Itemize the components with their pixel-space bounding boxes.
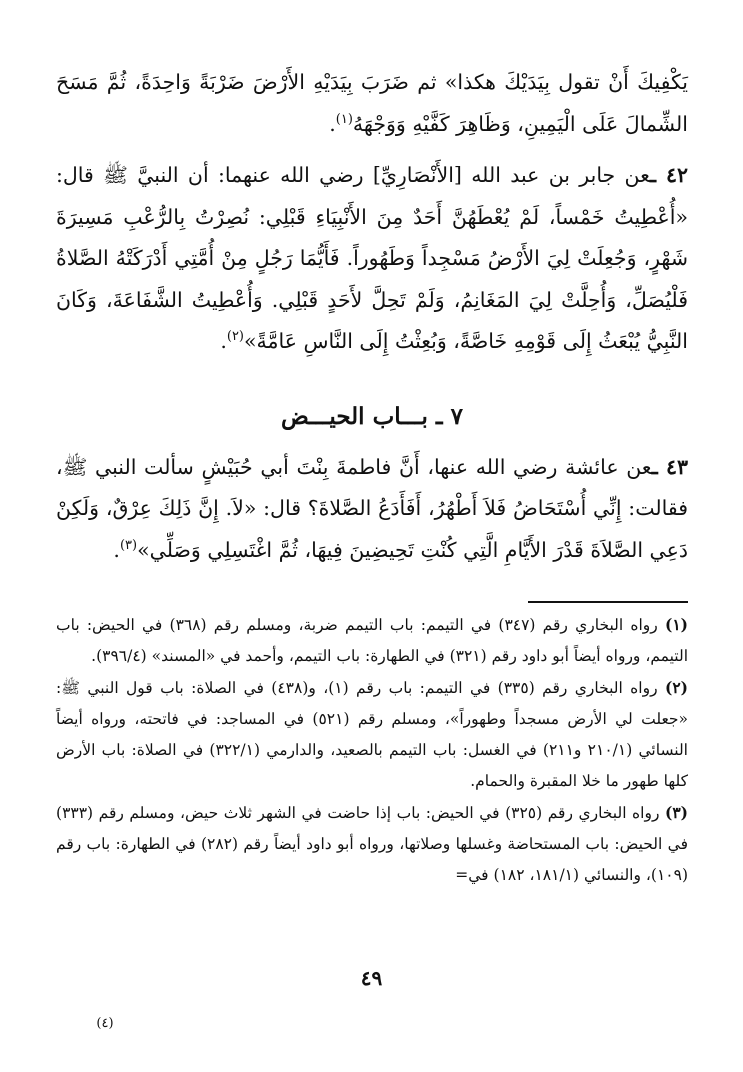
footnote-number: (٣) — [664, 803, 688, 822]
hadith-text-42: عن جابر بن عبد الله [الأَنْصَارِيِّ] رضي الله عنهما: أن النبيَّ ﷺ قال: «أُعْطِيتُ خَمْساً، لَمْ يُعْطَهُنَّ أَحَدٌ مِنَ الأَنْبِيَاءِ قَبْلِي: نُصِرْتُ بِالرُّعْبِ مَسِيرَةَ شَهْرٍ، وَجُعِلَتْ لِيَ الأَرْضُ مَسْجِداً وَطَهُوراً. فَأَيُّمَا رَجُلٍ مِنْ أُمَّتِي أَدْرَكَتْهُ الصَّلاةُ فَلْيُصَلِّ، وَأُحِلَّتْ لِيَ المَغَانِمُ، وَلَمْ تَحِلَّ لأَحَدٍ قَبْلِي. وَأُعْطِيتُ الشَّفَاعَةَ، وَكَانَ النَّبِيُّ يُبْعَثُ إِلَى قَوْمِهِ خَاصَّةً، وَبُعِثْتُ إِلَى النَّاسِ عَامَّةً» — [56, 163, 688, 353]
footnote-number: (٢) — [664, 678, 688, 697]
page-content — [56, 62, 688, 891]
footnote-ref-1[interactable]: (١) — [335, 111, 353, 127]
footnote-divider — [528, 601, 688, 603]
hadith-number-43: ٤٣ ـ — [651, 454, 688, 479]
footnote-text: رواه البخاري رقم (٣٤٧) في التيمم: باب التيمم ضربة، ومسلم رقم (٣٦٨) في الحيض: باب التيمم، ورواه أيضاً أبو داود رقم (٣٢١) في الطهارة: باب التيمم، وأحمد في «المسند» (٣٩٦/٤). — [56, 616, 688, 665]
footnote-number: (١) — [664, 615, 688, 634]
paragraph-text: يَكْفِيكَ أَنْ تقول بِيَدَيْكَ هكذا» ثم ضَرَبَ بِيَدَيْهِ الأَرْضَ ضَرْبَةً وَاحِدَةً، ثُمَّ مَسَحَ الشِّمالَ عَلَى الْيَمِينِ، وَظَاهِرَ كَفَّيْهِ وَوَجْهَهُ — [56, 70, 688, 136]
hadith-43: ٤٣ ـعن عائشة رضي الله عنها، أَنَّ فاطمةَ بِنْتَ أبي حُبَيْشٍ سألت النبي ﷺ، فقالت: إِنِّي أُسْتَحَاضُ فَلاَ أَطْهُرُ، أَفَأَدَعُ الصَّلاةَ؟ قال: «لاَ. إِنَّ ذَلِكَ عِرْقٌ، وَلَكِنْ دَعِي الصَّلاَةَ قَدْرَ الأَيَّامِ الَّتِي كُنْتِ تَحِيضِينَ فِيهَا، ثُمَّ اغْتَسِلِي وَصَلِّي»$^{(٣)}$. — [56, 454, 688, 562]
page-number: ٤٩ — [360, 966, 383, 990]
footnote-2 — [56, 672, 688, 797]
hadith-42: ٤٢ ـعن جابر بن عبد الله [الأَنْصَارِيِّ] رضي الله عنهما: أن النبيَّ ﷺ قال: «أُعْطِيتُ خَمْساً، لَمْ يُعْطَهُنَّ أَحَدٌ مِنَ الأَنْبِيَاءِ قَبْلِي: نُصِرْتُ بِالرُّعْبِ مَسِيرَةَ شَهْرٍ، وَجُعِلَتْ لِيَ الأَرْضُ مَسْجِداً وَطَهُوراً. فَأَيُّمَا رَجُلٍ مِنْ أُمَّتِي أَدْرَكَتْهُ الصَّلاةُ فَلْيُصَلِّ، وَأُحِلَّتْ لِيَ المَغَانِمُ، وَلَمْ تَحِلَّ لأَحَدٍ قَبْلِي. وَأُعْطِيتُ الشَّفَاعَةَ، وَكَانَ النَّبِيُّ يُبْعَثُ إِلَى قَوْمِهِ خَاصَّةً، وَبُعِثْتُ إِلَى النَّاسِ عَامَّةً»$^{(٢)}$. — [56, 163, 688, 353]
hadith-number-42: ٤٢ ـ — [650, 163, 688, 187]
paragraph-continuation: يَكْفِيكَ أَنْ تقول بِيَدَيْكَ هكذا» ثم ضَرَبَ بِيَدَيْهِ الأَرْضَ ضَرْبَةً وَاحِدَةً، ثُمَّ مَسَحَ الشِّمالَ عَلَى الْيَمِينِ، وَظَاهِرَ كَفَّيْهِ وَوَجْهَهُ$^{(١)}$. — [56, 70, 688, 136]
footnote-ref-2[interactable]: (٢) — [226, 329, 244, 345]
hadith-text-43: عن عائشة رضي الله عنها، أَنَّ فاطمةَ بِنْتَ أبي حُبَيْشٍ سألت النبي ﷺ، فقالت: إِنِّي أُسْتَحَاضُ فَلاَ أَطْهُرُ، أَفَأَدَعُ الصَّلاةَ؟ قال: «لاَ. إِنَّ ذَلِكَ عِرْقٌ، وَلَكِنْ دَعِي الصَّلاَةَ قَدْرَ الأَيَّامِ الَّتِي كُنْتِ تَحِيضِينَ فِيهَا، ثُمَّ اغْتَسِلِي وَصَلِّي» — [56, 454, 688, 562]
footnote-3 — [56, 797, 688, 891]
footnote-1 — [56, 609, 688, 672]
footnote-ref-3[interactable]: (٣) — [119, 537, 138, 553]
footnotes — [56, 609, 688, 891]
footnote-text: رواه البخاري رقم (٣٣٥) في التيمم: باب رقم (١)، و(٤٣٨) في الصلاة: باب قول النبي ﷺ: «جعلت لي الأرض مسجداً وطهوراً»، ومسلم رقم (٥٢١) في المساجد: في فاتحته، ورواه أيضاً النسائي (٢١٠/١ و٢١١) في الغسل: باب التيمم بالصعيد، والدارمي (٣٢٢/١) في الصلاة: باب الأرض كلها طهور ما خلا المقبرة والحمام. — [56, 679, 689, 790]
footnote-text: رواه البخاري رقم (٣٢٥) في الحيض: باب إذا حاضت في الشهر ثلاث حيض، ومسلم رقم (٣٣٣) في الحيض: باب المستحاضة وغسلها وصلاتها، ورواه أبو داود أيضاً رقم (٢٨٢) في الطهارة: باب رقم (١٠٩)، والنسائي (١٨١/١، ١٨٢) في= — [56, 804, 688, 884]
signature-mark: (٤) — [96, 1016, 114, 1031]
chapter-heading: ٧ ـ بـــاب الحيـــض — [281, 402, 463, 430]
